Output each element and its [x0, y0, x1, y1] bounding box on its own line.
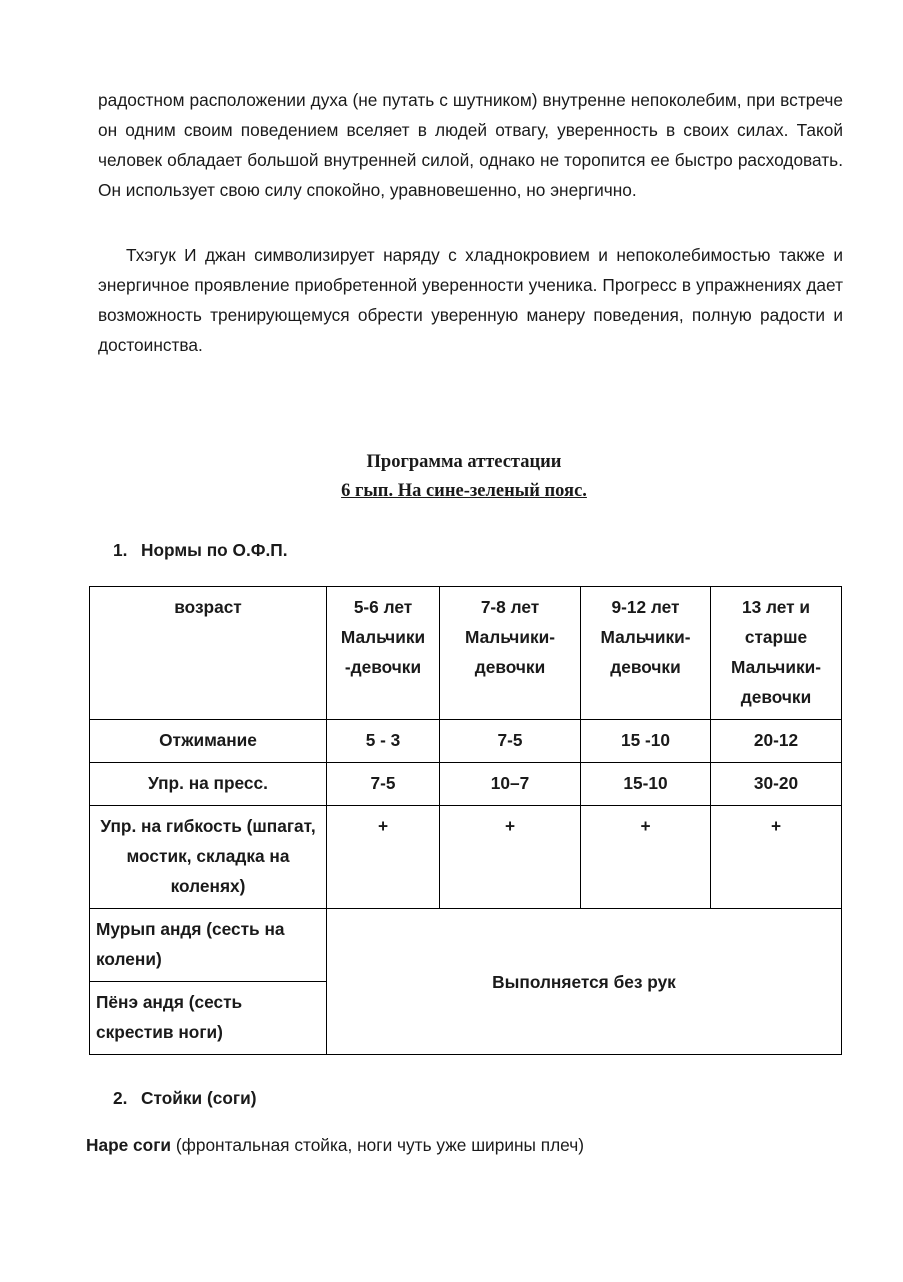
table-row [90, 909, 842, 982]
header-cell-age: возраст [90, 587, 327, 720]
norms-table [89, 586, 842, 1055]
paragraph-1: радостном расположении духа (не путать с шутником) внутренне непоколебим, при встрече он одним своим поведением вселяет в людей отвагу, уверенность в своих силах. Такой человек обладает большой внутренней силой, однако не торопится ее быстро расходовать. Он использует свою силу спокойно, уравновешенно, но энергично. [98, 90, 843, 200]
section-2-number: 2. [113, 1088, 128, 1108]
table-cell: + [581, 806, 711, 909]
table-row [90, 720, 842, 763]
table-cell: + [440, 806, 581, 909]
table-cell: 30-20 [711, 763, 842, 806]
table-cell: 15-10 [581, 763, 711, 806]
section-1-title: Нормы по О.Ф.П. [141, 540, 288, 560]
section-2-heading [113, 1088, 256, 1109]
paragraph-2: Тхэгук И джан символизирует наряду с хладнокровием и непоколебимостью также и энергичное проявление приобретенной уверенности ученика. Прогресс в упражнениях дает возможность тренирующемуся обрести уверенную манеру поведения, полную радости и достоинства. [98, 245, 843, 355]
row-label-pushups: Отжимание [90, 720, 327, 763]
table-cell: + [327, 806, 440, 909]
header-cell-5-6: 5-6 лет Мальчики -девочки [327, 587, 440, 720]
section-1-number: 1. [113, 540, 128, 560]
table-cell: 15 -10 [581, 720, 711, 763]
section-1-heading [113, 540, 288, 561]
row-label-pyone-andya: Пёнэ андя (сесть скрестив ноги) [90, 982, 327, 1055]
row-label-flexibility: Упр. на гибкость (шпагат, мостик, складка на коленях) [90, 806, 327, 909]
table-cell: 7-5 [327, 763, 440, 806]
program-subtitle: 6 гып. На сине-зеленый пояс. [341, 481, 587, 501]
stance-detail: (фронтальная стойка, ноги чуть уже ширины плеч) [171, 1135, 584, 1155]
stance-name: Наре соги [86, 1135, 172, 1155]
program-title: Программа аттестации [366, 452, 562, 472]
merged-cell-no-hands: Выполняется без рук [327, 909, 842, 1055]
table-header-row [90, 587, 842, 720]
table-row [90, 763, 842, 806]
row-label-abs: Упр. на пресс. [90, 763, 327, 806]
table-cell: 20-12 [711, 720, 842, 763]
table-cell: 7-5 [440, 720, 581, 763]
stance-description [86, 1135, 584, 1156]
table-cell: 10–7 [440, 763, 581, 806]
table-cell: 5 - 3 [327, 720, 440, 763]
table-row [90, 806, 842, 909]
row-label-muryp-andya: Мурып андя (сесть на колени) [90, 909, 327, 982]
header-cell-13-plus: 13 лет и старше Мальчики-девочки [711, 587, 842, 720]
table-cell: + [711, 806, 842, 909]
section-2-title: Стойки (соги) [141, 1088, 257, 1108]
header-cell-9-12: 9-12 лет Мальчики-девочки [581, 587, 711, 720]
header-cell-7-8: 7-8 лет Мальчики-девочки [440, 587, 581, 720]
